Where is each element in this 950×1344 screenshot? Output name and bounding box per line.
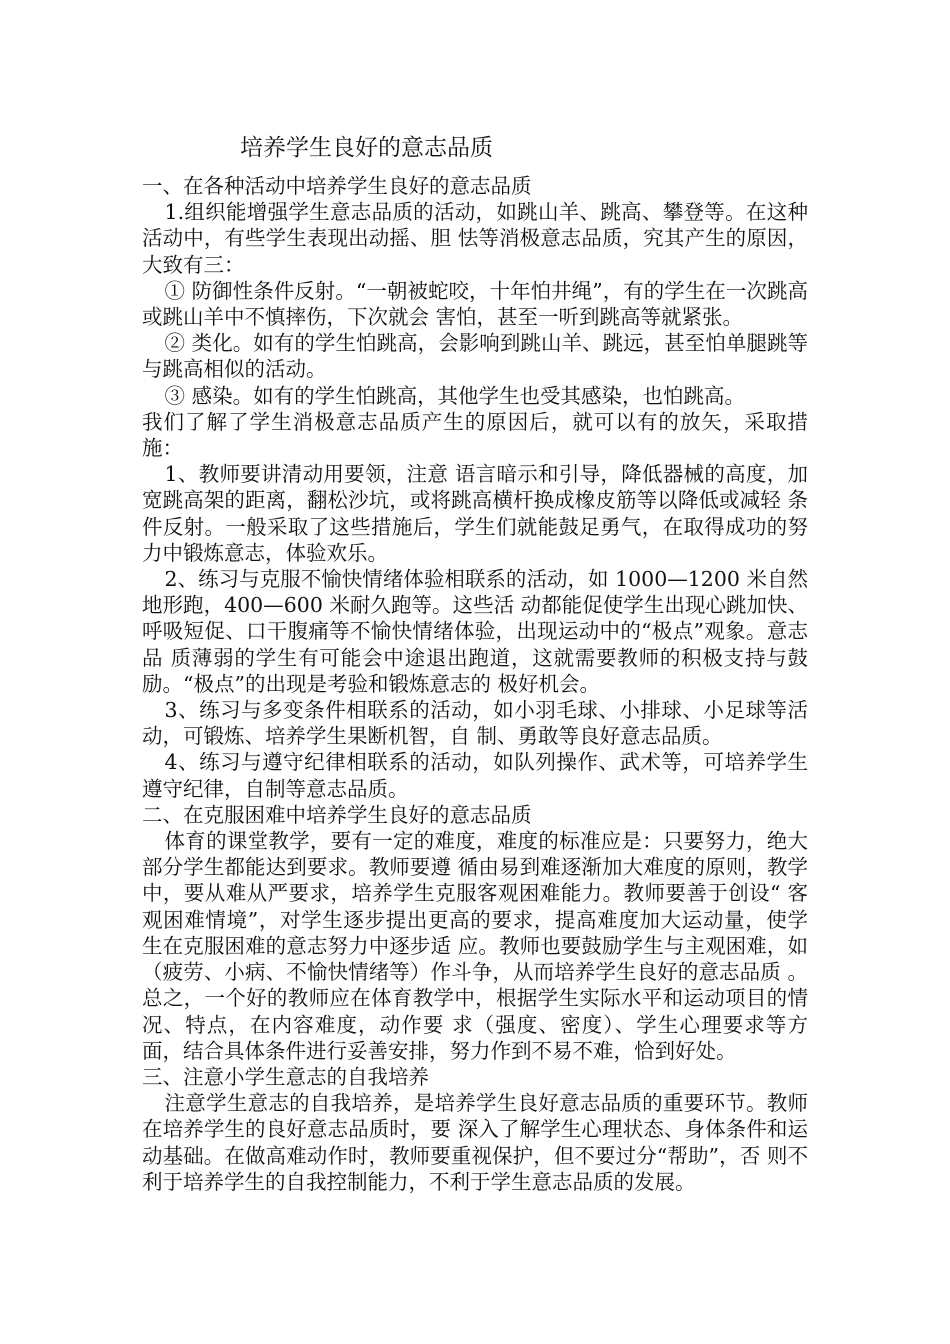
body-paragraph: 1.组织能增强学生意志品质的活动，如跳山羊、跳高、攀登等。在这种活动中，有些学生表现出动摇、胆 怯等消极意志品质，究其产生的原因，大致有三： [142, 200, 808, 277]
document-body [142, 133, 808, 1195]
section-heading: 我们了解了学生消极意志品质产生的原因后，就可以有的放矢，采取措施： [142, 409, 808, 461]
body-paragraph: 3、练习与多变条件相联系的活动，如小羽毛球、小排球、小足球等活动，可锻炼、培养学生果断机智，自 制、勇敢等良好意志品质。 [142, 698, 808, 749]
body-paragraph: 1、教师要讲清动用要领，注意 语言暗示和引导，降低器械的高度，加宽跳高架的距离，翻松沙坑，或将跳高横杆换成橡皮筋等以降低或减轻 条件反射。一般采取了这些措施后，学生们就能鼓足勇气，在取得成功的努力中锻炼意志，体验欢乐。 [142, 462, 808, 565]
body-paragraph: 体育的课堂教学，要有一定的难度，难度的标准应是：只要努力，绝大部分学生都能达到要求。教师要遵 循由易到难逐渐加大难度的原则，教学中，要从难从严要求，培养学生克服客观困难能力。教师要善于创设“ 客观困难情境”，对学生逐步提出更高的要求，提高难度加大运动量，使学生在克服困难的意志努力中逐步适 应。教师也要鼓励学生与主观困难，如（疲劳、小病、不愉快情绪等）作斗争，从而培养学生良好的意志品质 。 总之，一个好的教师应在体育教学中，根据学生实际水平和运动项目的情况、特点，在内容难度，动作要 求（强度、密度）、学生心理要求等方面，结合具体条件进行妥善安排，努力作到不易不难，恰到好处。 [142, 829, 808, 1063]
body-paragraph: 4、练习与遵守纪律相联系的活动，如队列操作、武术等，可培养学生遵守纪律，自制等意志品质。 [142, 750, 808, 801]
section-heading: 三、注意小学生意志的自我培养 [142, 1064, 429, 1089]
body-paragraph: ③ 感染。如有的学生怕跳高，其他学生也受其感染，也怕跳高。 [164, 383, 746, 408]
paragraph-list [142, 173, 808, 1195]
document-title: 培养学生良好的意志品质 [240, 135, 493, 161]
body-paragraph: ① 防御性条件反射。“一朝被蛇咬，十年怕井绳”，有的学生在一次跳高或跳山羊中不慎摔伤，下次就会 害怕，甚至一听到跳高等就紧张。 [142, 278, 808, 330]
body-paragraph: 注意学生意志的自我培养，是培养学生良好意志品质的重要环节。教师在培养学生的良好意志品质时，要 深入了解学生心理状态、身体条件和运动基础。在做高难动作时，教师要重视保护，但不要过分“帮助”，否 则不利于培养学生的自我控制能力，不利于学生意志品质的发展。 [142, 1091, 808, 1194]
section-heading: 二、在克服困难中培养学生良好的意志品质 [142, 802, 532, 827]
body-paragraph: 2、练习与克服不愉快情绪体验相联系的活动，如 1000—1200 米自然地形跑，400—600 米耐久跑等。这些活 动都能促使学生出现心跳加快、呼吸短促、口干腹痛等不愉快情绪体验，出现运动中的“极点”观象。意志品 质薄弱的学生有可能会中途退出跑道，这就需要教师的积极支持与鼓励。“极点”的出现是考验和锻炼意志的 极好机会。 [142, 567, 808, 696]
body-paragraph: ② 类化。如有的学生怕跳高，会影响到跳山羊、跳远，甚至怕单腿跳等与跳高相似的活动。 [142, 331, 808, 382]
section-heading: 一、在各种活动中培养学生良好的意志品质 [142, 174, 532, 198]
